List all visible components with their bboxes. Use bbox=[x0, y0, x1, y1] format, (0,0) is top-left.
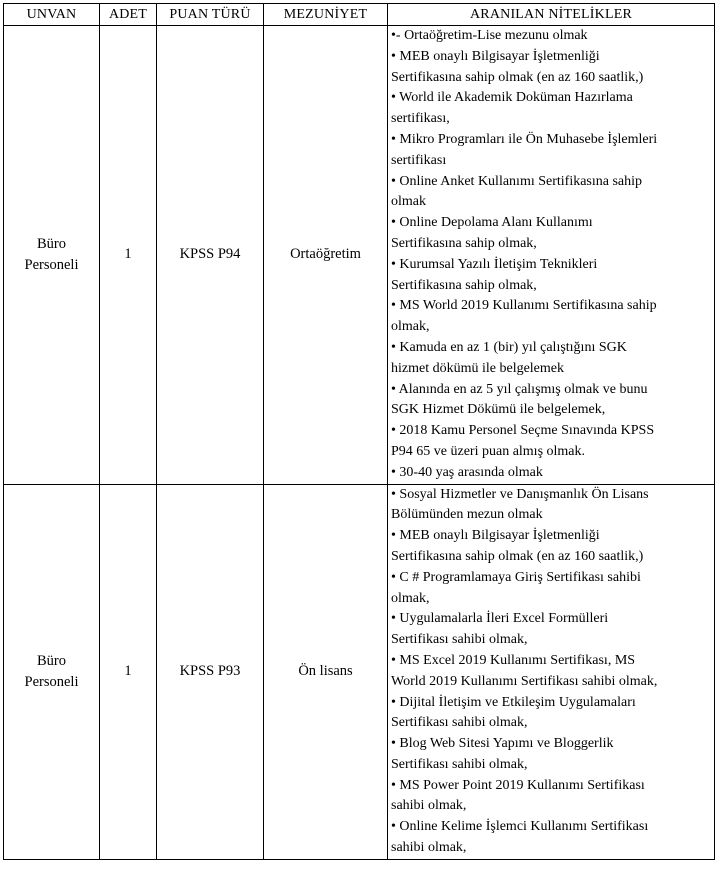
cell-nitelikler bbox=[388, 484, 715, 859]
cell-unvan bbox=[4, 484, 100, 859]
table-row bbox=[4, 26, 715, 485]
header-adet: ADET bbox=[100, 4, 157, 26]
qualification-line: • World ile Akademik Doküman Hazırlama bbox=[391, 90, 633, 106]
cell-adet: 1 bbox=[100, 484, 157, 859]
unvan-line: Büro bbox=[37, 235, 66, 252]
qualification-line: olmak, bbox=[391, 590, 430, 606]
qualification-line: • Online Depolama Alanı Kullanımı bbox=[391, 215, 593, 231]
qualification-line: Sertifikasına sahip olmak (en az 160 saatlik,) bbox=[391, 69, 644, 85]
unvan-line: Personeli bbox=[24, 256, 79, 273]
qualification-line: • 30-40 yaş arasında olmak bbox=[391, 464, 543, 480]
cell-mezuniyet: Ortaöğretim bbox=[264, 26, 388, 485]
qualification-line: • Kamuda en az 1 (bir) yıl çalıştığını SGK bbox=[391, 339, 627, 355]
qualification-line: Sertifikasına sahip olmak, bbox=[391, 235, 537, 251]
header-unvan: UNVAN bbox=[4, 4, 100, 26]
qualification-line: • Online Anket Kullanımı Sertifikasına sahip bbox=[391, 173, 643, 189]
qualification-line: • Dijital İletişim ve Etkileşim Uygulamaları bbox=[391, 694, 636, 710]
qualification-line: sertifikası bbox=[391, 152, 447, 168]
qualification-line: • Online Kelime İşlemci Kullanımı Sertifikası bbox=[391, 819, 649, 835]
header-row bbox=[4, 4, 715, 26]
qualification-line: • 2018 Kamu Personel Seçme Sınavında KPSS bbox=[391, 423, 655, 439]
header-aranilan-nitelikler: ARANILAN NİTELİKLER bbox=[388, 4, 715, 26]
qualification-line: sahibi olmak, bbox=[391, 798, 467, 814]
cell-puan-turu: KPSS P94 bbox=[157, 26, 264, 485]
unvan-line: Büro bbox=[37, 652, 66, 669]
qualification-line: Sertifikası sahibi olmak, bbox=[391, 715, 528, 731]
qualification-line: SGK Hizmet Dökümü ile belgelemek, bbox=[391, 402, 606, 418]
qualification-line: Sertifikası sahibi olmak, bbox=[391, 632, 528, 648]
qualification-line: • MEB onaylı Bilgisayar İşletmenliği bbox=[391, 48, 600, 64]
qualification-line: • MS Power Point 2019 Kullanımı Sertifikası bbox=[391, 777, 645, 793]
qualification-line: sertifikası, bbox=[391, 111, 450, 127]
cell-mezuniyet: Ön lisans bbox=[264, 484, 388, 859]
qualification-line: • Mikro Programları ile Ön Muhasebe İşlemleri bbox=[391, 131, 658, 147]
unvan-line: Personeli bbox=[24, 673, 79, 690]
qualification-line: sahibi olmak, bbox=[391, 840, 467, 856]
qualification-line: •- Ortaöğretim-Lise mezunu olmak bbox=[391, 28, 588, 43]
qualification-line: • MS Excel 2019 Kullanımı Sertifikası, MS bbox=[391, 652, 636, 668]
cell-nitelikler bbox=[388, 26, 715, 485]
qualification-line: hizmet dökümü ile belgelemek bbox=[391, 360, 565, 376]
qualification-line: • Blog Web Sitesi Yapımı ve Bloggerlik bbox=[391, 736, 614, 752]
cell-unvan bbox=[4, 26, 100, 485]
qualification-line: Sertifikasına sahip olmak, bbox=[391, 277, 537, 293]
qualification-line: Sertifikası sahibi olmak, bbox=[391, 756, 528, 772]
qualification-line: Bölümünden mezun olmak bbox=[391, 507, 543, 523]
requirements-table bbox=[3, 3, 715, 860]
header-mezuniyet: MEZUNİYET bbox=[264, 4, 388, 26]
qualification-line: • Sosyal Hizmetler ve Danışmanlık Ön Lisans bbox=[391, 486, 649, 502]
header-puan-turu: PUAN TÜRÜ bbox=[157, 4, 264, 26]
table-row bbox=[4, 484, 715, 859]
qualification-line: • MS World 2019 Kullanımı Sertifikasına sahip bbox=[391, 298, 657, 314]
qualification-line: • Kurumsal Yazılı İletişim Teknikleri bbox=[391, 256, 598, 272]
qualification-line: P94 65 ve üzeri puan almış olmak. bbox=[391, 443, 586, 459]
cell-puan-turu: KPSS P93 bbox=[157, 484, 264, 859]
qualification-line: • Alanında en az 5 yıl çalışmış olmak ve bunu bbox=[391, 381, 648, 397]
qualification-line: olmak, bbox=[391, 319, 430, 335]
qualification-line: • Uygulamalarla İleri Excel Formülleri bbox=[391, 611, 609, 627]
cell-adet: 1 bbox=[100, 26, 157, 485]
qualification-line: World 2019 Kullanımı Sertifikası sahibi olmak, bbox=[391, 673, 658, 689]
qualification-line: Sertifikasına sahip olmak (en az 160 saatlik,) bbox=[391, 548, 644, 564]
qualification-line: olmak bbox=[391, 194, 426, 210]
qualification-line: • C # Programlamaya Giriş Sertifikası sahibi bbox=[391, 569, 641, 585]
qualification-line: • MEB onaylı Bilgisayar İşletmenliği bbox=[391, 528, 600, 544]
